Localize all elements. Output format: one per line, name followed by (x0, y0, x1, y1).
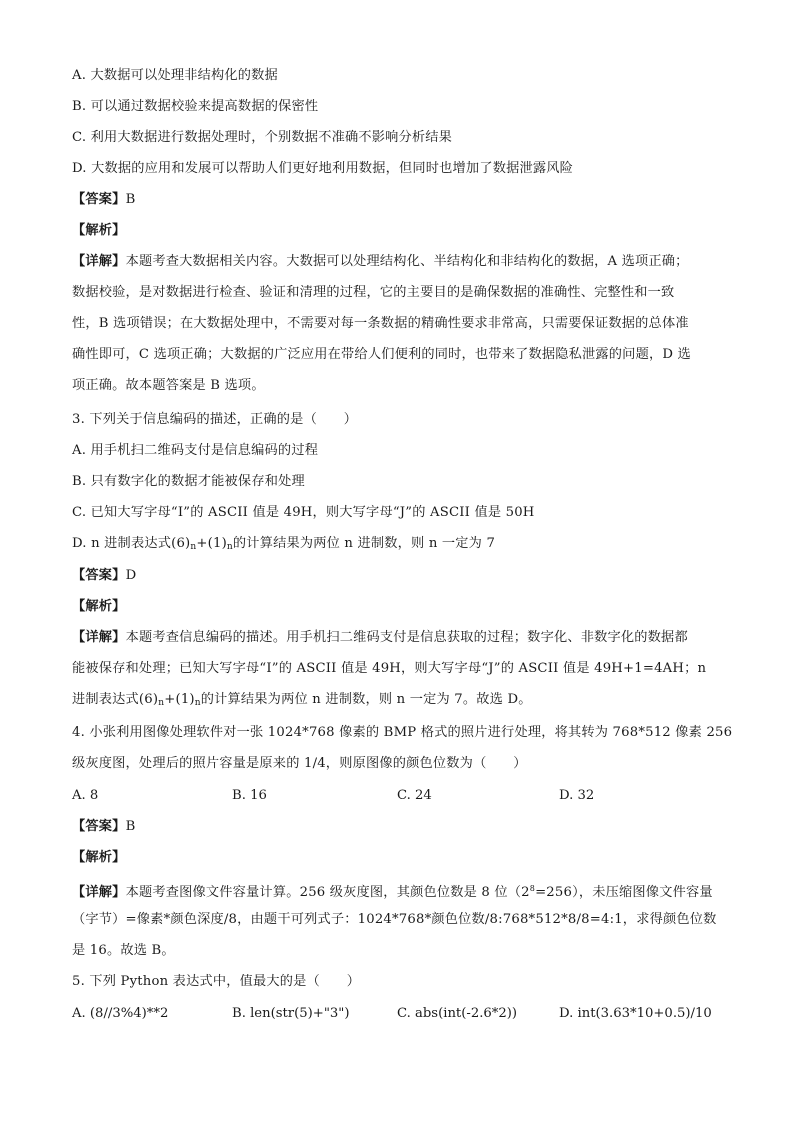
q2-option-d: D. 大数据的应用和发展可以帮助人们更好地利用数据，但同时也增加了数据泄露风险 (72, 161, 574, 176)
q2-option-c: C. 利用大数据进行数据处理时，个别数据不准确不影响分析结果 (72, 130, 453, 145)
subscript: n (190, 542, 197, 552)
q5-stem: 5. 下列 Python 表达式中，值最大的是（ ） (72, 974, 361, 989)
q4-stem-line: 级灰度图，处理后的照片容量是原来的 1/4，则原图像的颜色位数为（ ） (72, 756, 527, 771)
q3-option-a: A. 用手机扫二维码支付是信息编码的过程 (72, 443, 319, 458)
q4-option-b: B. 16 (232, 788, 267, 803)
q5-option-c: C. abs(int(-2.6*2)) (397, 1006, 518, 1021)
q5-option-d: D. int(3.63*10+0.5)/10 (559, 1006, 712, 1021)
answer-value: B (125, 192, 136, 207)
analysis-label: 【解析】 (72, 850, 126, 865)
q5-option-a: A. (8//3%4)**2 (72, 1006, 169, 1021)
q3-detail-line (72, 628, 724, 648)
detail-label: 【详解】 (72, 885, 126, 900)
q2-option-b: B. 可以通过数据校验来提高数据的保密性 (72, 99, 319, 114)
q4-option-c: C. 24 (397, 788, 432, 803)
q3-option-d-text: D. n 进制表达式(6) (72, 536, 191, 551)
q4-detail-line (72, 879, 724, 903)
q5-option-b: B. len(str(5)+"3") (232, 1006, 350, 1021)
q4-answer (72, 817, 724, 837)
q2-detail-line: 性，B 选项错误；在大数据处理中，不需要对每一条数据的精确性要求非常高，只需要保证数据的总体准 (72, 316, 689, 331)
answer-label: 【答案】 (72, 568, 126, 583)
detail-label: 【详解】 (72, 254, 126, 269)
subscript: n (226, 542, 233, 552)
q4-detail-line: 是 16。故选 B。 (72, 943, 175, 958)
detail-text: 进制表达式(6) (72, 692, 159, 707)
detail-text: 本题考查图像文件容量计算。256 级灰度图，其颜色位数是 8 位（2 (125, 885, 530, 900)
detail-text: =256），未压缩图像文件容量 (535, 885, 713, 900)
q2-detail-line: 项正确。故本题答案是 B 选项。 (72, 378, 265, 393)
detail-text: 的计算结果为两位 n 进制数，则 n 一定为 7。故选 D。 (200, 692, 532, 707)
analysis-label: 【解析】 (72, 223, 126, 238)
q3-option-d-text: 的计算结果为两位 n 进制数，则 n 一定为 7 (232, 536, 496, 551)
q2-detail-line: 确性即可，C 选项正确；大数据的广泛应用在带给人们便利的同时，也带来了数据隐私泄露的问题，D 选 (72, 347, 691, 362)
analysis-label: 【解析】 (72, 599, 126, 614)
q3-option-d (72, 534, 724, 557)
q3-option-d-text: +(1) (196, 536, 227, 551)
answer-value: B (125, 819, 136, 834)
detail-text: 本题考查大数据相关内容。大数据可以处理结构化、半结构化和非结构化的数据，A 选项正确； (125, 254, 689, 269)
q2-analysis-label (72, 221, 724, 241)
q2-detail-line: 数据校验，是对数据进行检查、验证和清理的过程，它的主要目的是确保数据的准确性、完整性和一致 (72, 285, 675, 300)
q3-analysis-label (72, 597, 724, 617)
subscript: n (194, 698, 201, 708)
q4-stem-line: 4. 小张利用图像处理软件对一张 1024*768 像素的 BMP 格式的照片进行处理，将其转为 768*512 像素 256 (72, 725, 733, 740)
q3-option-b: B. 只有数字化的数据才能被保存和处理 (72, 474, 305, 489)
q2-detail-line (72, 252, 724, 272)
q3-answer (72, 566, 724, 586)
detail-label: 【详解】 (72, 630, 126, 645)
q3-detail-line (72, 690, 724, 713)
detail-text: 本题考查信息编码的描述。用手机扫二维码支付是信息获取的过程；数字化、非数字化的数据都 (125, 630, 688, 645)
superscript: 8 (529, 884, 536, 893)
q4-option-a: A. 8 (72, 788, 99, 803)
answer-label: 【答案】 (72, 192, 126, 207)
detail-text: +(1) (164, 692, 195, 707)
q4-detail-line: （字节）=像素*颜色深度/8，由题干可列式子：1024*768*颜色位数/8:768*512*8/8=4:1，求得颜色位数 (72, 912, 717, 927)
subscript: n (158, 698, 165, 708)
q4-analysis-label (72, 848, 724, 868)
answer-value: D (125, 568, 137, 583)
q2-option-a: A. 大数据可以处理非结构化的数据 (72, 68, 278, 83)
answer-label: 【答案】 (72, 819, 126, 834)
q2-answer (72, 190, 724, 210)
q4-option-d: D. 32 (559, 788, 595, 803)
q3-stem: 3. 下列关于信息编码的描述，正确的是（ ） (72, 412, 358, 427)
q3-detail-line: 能被保存和处理；已知大写字母“I”的 ASCII 值是 49H，则大写字母“J”的 ASCII 值是 49H+1=4AH；n (72, 661, 707, 676)
q3-option-c: C. 已知大写字母“I”的 ASCII 值是 49H，则大写字母“J”的 ASCII 值是 50H (72, 505, 535, 520)
